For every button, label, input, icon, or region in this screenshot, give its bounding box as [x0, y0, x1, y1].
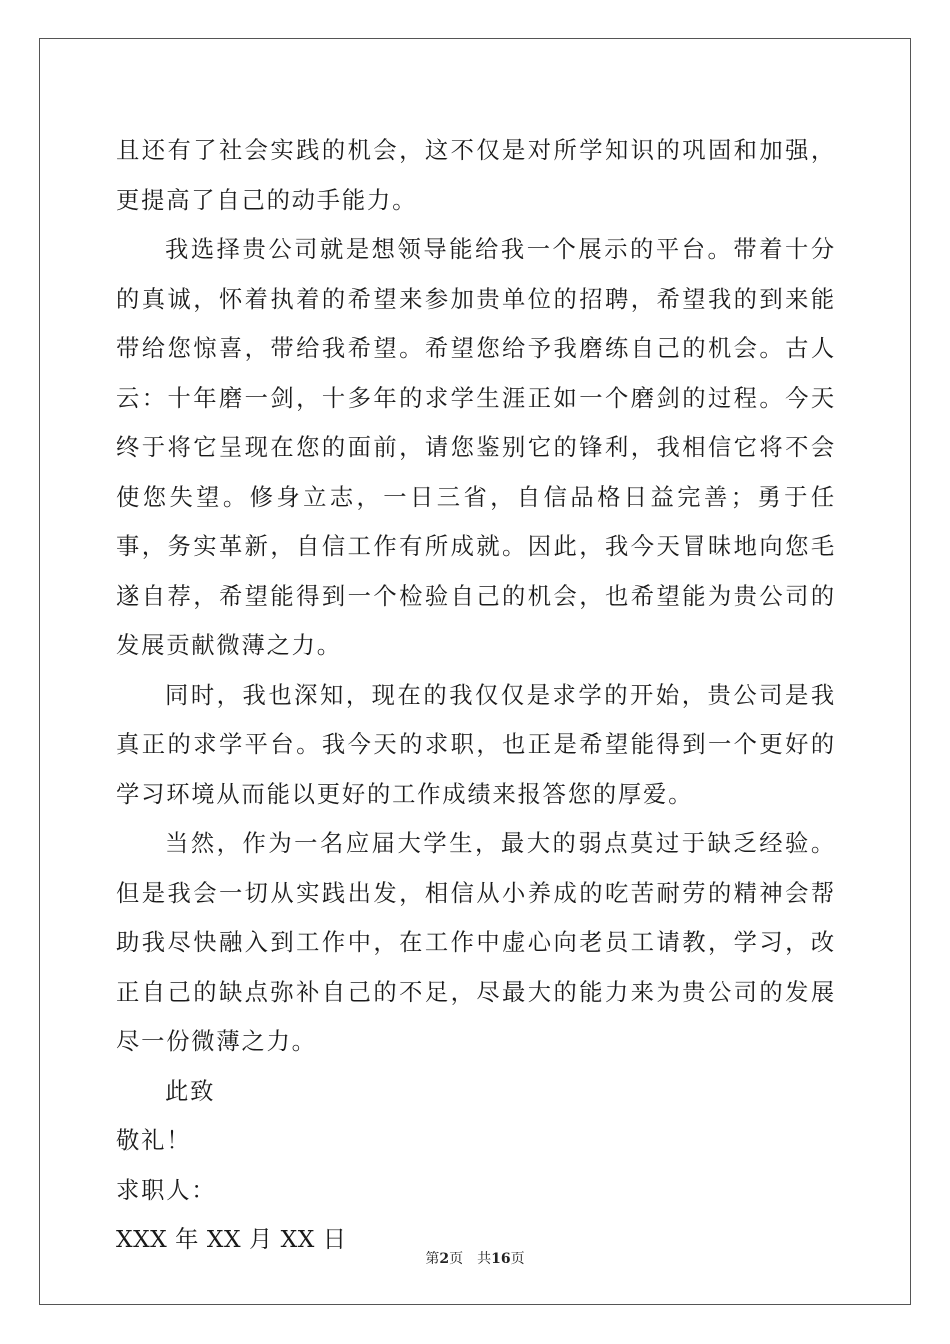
page-number: 2 — [439, 1251, 450, 1267]
signer-label: 求职人： — [116, 1176, 217, 1204]
letter-body — [116, 126, 836, 1265]
date-line: XXX 年 XX 月 XX 日 — [116, 1226, 347, 1253]
paragraph-2: 我选择贵公司就是想领导能给我一个展示的平台。带着十分的真诚，怀着执着的希望来参加贵单位的招聘，希望我的到来能带给您惊喜，带给我希望。希望您给予我磨练自己的机会。古人云：十年磨一剑，十多年的求学生涯正如一个磨剑的过程。今天终于将它呈现在您的面前，请您鉴别它的锋利，我相信它将不会使您失望。修身立志，一日三省，自信品格日益完善；勇于任事，务实革新，自信工作有所成就。因此，我今天冒昧地向您毛遂自荐，希望能得到一个检验自己的机会，也希望能为贵公司的发展贡献微薄之力。 — [116, 236, 836, 659]
paragraph-1: 且还有了社会实践的机会，这不仅是对所学知识的巩固和加强，更提高了自己的动手能力。 — [116, 137, 836, 214]
regards-line: 敬礼！ — [116, 1127, 192, 1154]
page-prefix: 第 — [425, 1251, 440, 1267]
page-footer — [0, 1248, 950, 1268]
closing-salutation: 此致 — [165, 1077, 216, 1105]
paragraph-4: 当然，作为一名应届大学生，最大的弱点莫过于缺乏经验。但是我会一切从实践出发，相信从小养成的吃苦耐劳的精神会帮助我尽快融入到工作中，在工作中虚心向老员工请教，学习，改正自己的缺点弥补自己的不足，尽最大的能力来为贵公司的发展尽一份微薄之力。 — [116, 830, 836, 1055]
total-suffix: 页 — [510, 1251, 525, 1267]
total-pages: 16 — [491, 1251, 511, 1267]
total-prefix: 共 — [477, 1251, 492, 1267]
page-suffix: 页 — [449, 1251, 464, 1267]
paragraph-3: 同时，我也深知，现在的我仅仅是求学的开始，贵公司是我真正的求学平台。我今天的求职，也正是希望能得到一个更好的学习环境从而能以更好的工作成绩来报答您的厚爱。 — [116, 681, 836, 808]
